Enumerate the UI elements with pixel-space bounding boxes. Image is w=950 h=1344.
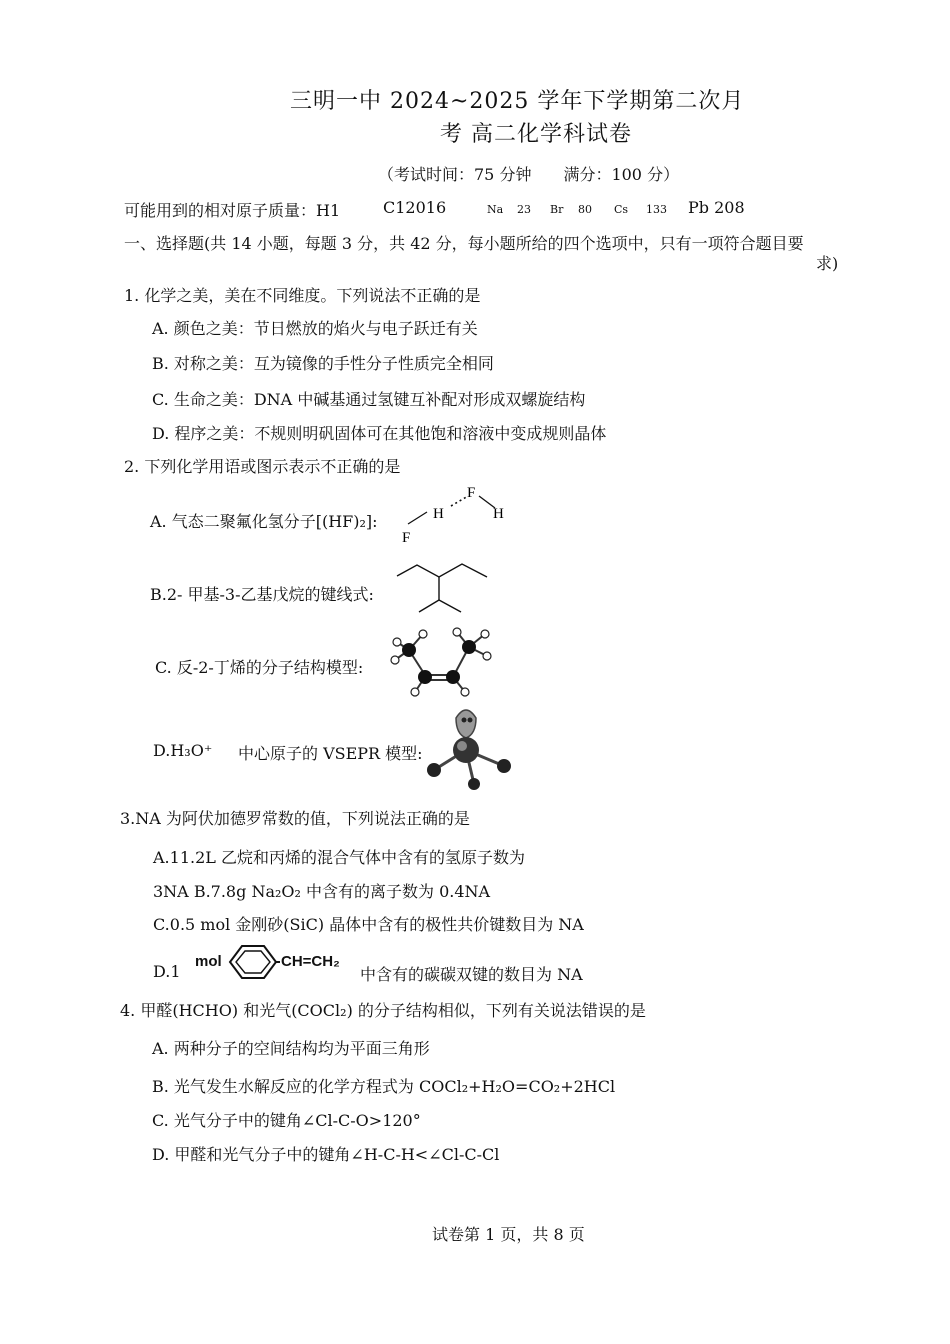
section-heading: 一、选择题(共 14 小题，每题 3 分，共 42 分，每小题所给的四个选项中，只有一项符合题目要 [124,234,804,253]
vsepr-model-figure [420,706,520,796]
page-footer: 试卷第 1 页，共 8 页 [432,1225,585,1244]
atomic-mass-na: Na [487,203,504,216]
atomic-mass-c: C12016 [383,198,447,217]
exam-title-line2: 考 高二化学科试卷 [440,122,632,147]
hydrogen-bond-dots [451,496,468,506]
atomic-mass-br: Br [550,203,564,216]
hf-dimer-figure [395,482,525,548]
atomic-mass-pb: Pb 208 [688,198,745,217]
section-heading-end: 求) [816,254,839,273]
q2-option-d: 中心原子的 VSEPR 模型: [238,744,423,763]
benzene-ring-icon [228,942,280,982]
atomic-mass-cs: Cs [614,203,629,216]
atom-h2: H [493,506,504,522]
q3-option-d-mol: mol [195,953,222,970]
q2-option-b: B.2- 甲基-3-乙基戊烷的键线式: [150,585,374,604]
trans-2-butene-model [385,622,505,702]
atomic-mass-br-value: 80 [578,203,592,216]
skeletal-formula-figure [395,560,495,618]
q2-option-d-prefix: D.H₃O⁺ [153,741,213,760]
q2-option-c: C. 反-2-丁烯的分子结构模型: [155,658,364,677]
exam-info: （考试时间：75 分钟 满分：100 分） [378,165,680,184]
exam-title-line1: 三明一中 2024~2025 学年下学期第二次月 [290,89,745,114]
q4-option-d: D. 甲醛和光气分子中的键角∠H-C-H<∠Cl-C-Cl [152,1145,500,1164]
q1-option-a: A. 颜色之美：节日燃放的焰火与电子跃迁有关 [152,319,478,338]
q4-option-a: A. 两种分子的空间结构均为平面三角形 [152,1039,430,1058]
q3-option-a: A.11.2L 乙烷和丙烯的混合气体中含有的氢原子数为 [153,848,525,867]
q3-option-d: 中含有的碳碳双键的数目为 NA [360,965,583,984]
q4-option-c: C. 光气分子中的键角∠Cl-C-O>120° [152,1111,421,1130]
q4-stem: 4. 甲醛(HCHO) 和光气(COCl₂) 的分子结构相似，下列有关说法错误的是 [120,1001,646,1020]
atomic-mass-na-value: 23 [517,203,531,216]
q1-option-c: C. 生命之美：DNA 中碱基通过氢键互补配对形成双螺旋结构 [152,390,586,409]
q1-stem: 1. 化学之美，美在不同维度。下列说法不正确的是 [124,286,481,305]
q4-option-b: B. 光气发生水解反应的化学方程式为 COCl₂+H₂O=CO₂+2HCl [152,1077,616,1096]
q3-option-d-prefix: D.1 [153,962,181,981]
q1-option-d: D. 程序之美：不规则明矾固体可在其他饱和溶液中变成规则晶体 [152,424,607,443]
q2-stem: 2. 下列化学用语或图示表示不正确的是 [124,457,401,476]
styrene-formula: CH=CH₂ [281,953,340,970]
q3-option-c: C.0.5 mol 金刚砂(SiC) 晶体中含有的极性共价键数目为 NA [153,915,584,934]
q2-option-a: A. 气态二聚氟化氢分子[(HF)₂]: [150,512,378,531]
q3-stem: 3.NA 为阿伏加德罗常数的值，下列说法正确的是 [120,809,470,828]
q3-option-b: 3NA B.7.8g Na₂O₂ 中含有的离子数为 0.4NA [153,882,491,901]
atomic-mass-cs-value: 133 [646,203,667,216]
q1-option-b: B. 对称之美：互为镜像的手性分子性质完全相同 [152,354,494,373]
atom-f2: F [467,485,476,501]
atomic-mass-label: 可能用到的相对原子质量：H1 [124,201,341,220]
hf-bond-1 [408,512,427,524]
atom-h1: H [433,506,444,522]
atom-f1: F [402,530,411,546]
